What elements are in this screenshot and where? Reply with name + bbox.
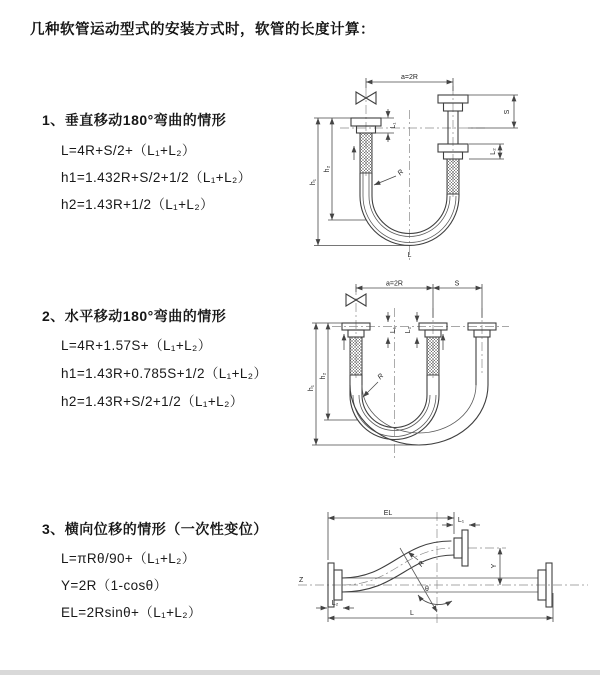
dimension-y xyxy=(491,548,500,585)
dim-label-h2: h₂ xyxy=(324,165,331,173)
dim-label-l2: L₂ xyxy=(490,148,497,155)
section-2-formula-l: L=4R+1.57S+（L₁+L₂） xyxy=(61,338,212,353)
dimension-l1 xyxy=(388,312,397,348)
dim-label-l2: L₂ xyxy=(331,600,339,607)
dim-label-a2r: a=2R xyxy=(401,74,418,81)
flanges xyxy=(342,323,496,375)
dimension-l2 xyxy=(469,144,504,159)
dim-label-l2: L₂ xyxy=(405,326,412,334)
section-2-formula-h1: h1=1.43R+0.785S+1/2（L₁+L₂） xyxy=(61,366,268,381)
dim-label-el: EL xyxy=(383,510,393,517)
dim-label-l: L xyxy=(410,610,414,617)
section-2-heading: 2、水平移动180°弯曲的情形 xyxy=(42,308,227,324)
axis-label-z: Z xyxy=(299,577,304,584)
dimension-l2 xyxy=(405,312,417,348)
page-title: 几种软管运动型式的安装方式时，软管的长度计算： xyxy=(30,22,375,38)
dimension-a2r xyxy=(366,74,453,91)
length-label: L xyxy=(407,252,412,259)
diagram-vertical-180-bend xyxy=(306,64,554,262)
section-2-formula-h2: h2=1.43R+S/2+1/2（L₁+L₂） xyxy=(61,394,244,409)
dim-label-h1: h₁ xyxy=(308,384,315,392)
section-1-formula-l: L=4R+S/2+（L₁+L₂） xyxy=(61,143,196,158)
section-3-formula-y: Y=2R（1-cosθ） xyxy=(61,578,168,593)
hose-u-curves xyxy=(344,334,488,445)
dim-label-s: S xyxy=(454,280,460,288)
dim-label-l1: L₁ xyxy=(457,517,465,524)
radius-label: R xyxy=(417,560,427,569)
dimension-el xyxy=(328,510,454,560)
page-edge-strip xyxy=(0,670,600,675)
hose-s-curve xyxy=(342,530,468,592)
section-1-heading: 1、垂直移动180°弯曲的情形 xyxy=(42,112,227,128)
radius-label: R xyxy=(396,168,406,178)
dimension-l xyxy=(328,593,553,622)
dim-label-s: S xyxy=(504,109,511,115)
diagram-horizontal-180-bend xyxy=(304,278,600,464)
dim-label-h1: h₁ xyxy=(310,178,317,186)
centerlines xyxy=(298,512,588,626)
section-3-formula-el: EL=2Rsinθ+（L₁+L₂） xyxy=(61,605,202,620)
radius-label: R xyxy=(376,372,386,382)
dim-label-l1: L₁ xyxy=(390,326,397,334)
section-1-formula-h2: h2=1.43R+1/2（L₁+L₂） xyxy=(61,197,214,212)
dim-label-h2: h₂ xyxy=(320,372,327,380)
dim-label-a2r: a=2R xyxy=(386,280,403,288)
section-3-heading: 3、横向位移的情形（一次性变位） xyxy=(42,521,268,537)
section-1-formula-h1: h1=1.432R+S/2+1/2（L₁+L₂） xyxy=(61,170,252,185)
dimension-s xyxy=(460,95,518,128)
radius-callout xyxy=(374,169,405,185)
diagram-lateral-displacement xyxy=(296,498,600,666)
dimension-l2 xyxy=(316,600,354,608)
dim-label-l1: L₁ xyxy=(390,122,397,129)
section-3-formula-l: L=πRθ/90+（L₁+L₂） xyxy=(61,551,196,566)
left-pipe-flange xyxy=(351,118,381,173)
dim-label-y: Y xyxy=(491,563,498,569)
dimension-s xyxy=(433,281,482,319)
angle-callout xyxy=(400,548,452,612)
radius-callout xyxy=(363,373,385,397)
angle-label: θ xyxy=(425,586,429,593)
